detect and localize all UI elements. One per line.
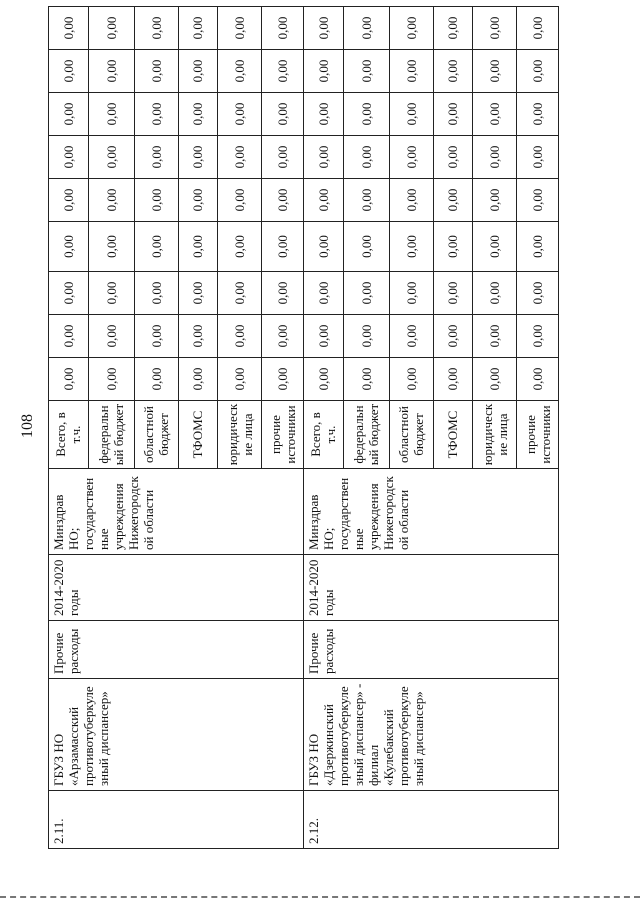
amount-cell: 0,00: [303, 272, 343, 315]
funding-source-label: юридические лица: [473, 401, 517, 469]
amount-cell: 0,00: [389, 222, 433, 272]
amount-cell: 0,00: [88, 93, 134, 136]
amount-cell: 0,00: [517, 93, 559, 136]
amount-cell: 0,00: [433, 179, 473, 222]
funding-source-label: федеральный бюджет: [343, 401, 389, 469]
amount-cell: 0,00: [343, 50, 389, 93]
funding-table: [48, 6, 559, 849]
institution-name: ГБУЗ НО «Арзамасский противотуберкулезный диспансер»: [49, 679, 304, 791]
amount-cell: 0,00: [134, 93, 178, 136]
amount-cell: 0,00: [517, 136, 559, 179]
amount-cell: 0,00: [433, 222, 473, 272]
funding-source-label: прочие источники: [517, 401, 559, 469]
amount-cell: 0,00: [178, 50, 218, 93]
amount-cell: 0,00: [134, 136, 178, 179]
amount-cell: 0,00: [303, 7, 343, 50]
amount-cell: 0,00: [178, 93, 218, 136]
amount-cell: 0,00: [303, 179, 343, 222]
period: 2014-2020 годы: [303, 555, 558, 621]
amount-cell: 0,00: [218, 358, 262, 401]
amount-cell: 0,00: [262, 358, 304, 401]
amount-cell: 0,00: [389, 136, 433, 179]
executor: Минздрав НО; государственные учреждения Нижегородской области: [303, 469, 558, 555]
amount-cell: 0,00: [262, 50, 304, 93]
amount-cell: 0,00: [49, 315, 89, 358]
funding-source-label: федеральный бюджет: [88, 401, 134, 469]
amount-cell: 0,00: [218, 50, 262, 93]
amount-cell: 0,00: [303, 315, 343, 358]
funding-source-label: областной бюджет: [389, 401, 433, 469]
amount-cell: 0,00: [473, 50, 517, 93]
amount-cell: 0,00: [473, 179, 517, 222]
amount-cell: 0,00: [218, 315, 262, 358]
page-number: 108: [19, 414, 36, 438]
amount-cell: 0,00: [389, 93, 433, 136]
amount-cell: 0,00: [433, 272, 473, 315]
amount-cell: 0,00: [517, 358, 559, 401]
amount-cell: 0,00: [517, 222, 559, 272]
amount-cell: 0,00: [262, 179, 304, 222]
amount-cell: 0,00: [88, 7, 134, 50]
amount-cell: 0,00: [49, 179, 89, 222]
row-index: 2.12.: [303, 791, 558, 849]
funding-source-label: юридические лица: [218, 401, 262, 469]
row-index: 2.11.: [49, 791, 304, 849]
amount-cell: 0,00: [389, 272, 433, 315]
amount-cell: 0,00: [88, 50, 134, 93]
amount-cell: 0,00: [433, 358, 473, 401]
amount-cell: 0,00: [343, 315, 389, 358]
amount-cell: 0,00: [473, 136, 517, 179]
funding-source-label: Всего, в т.ч.: [49, 401, 89, 469]
amount-cell: 0,00: [343, 222, 389, 272]
amount-cell: 0,00: [262, 136, 304, 179]
amount-cell: 0,00: [433, 50, 473, 93]
amount-cell: 0,00: [218, 93, 262, 136]
amount-cell: 0,00: [262, 272, 304, 315]
amount-cell: 0,00: [49, 7, 89, 50]
amount-cell: 0,00: [433, 93, 473, 136]
amount-cell: 0,00: [473, 222, 517, 272]
amount-cell: 0,00: [517, 7, 559, 50]
amount-cell: 0,00: [433, 315, 473, 358]
amount-cell: 0,00: [218, 7, 262, 50]
amount-cell: 0,00: [134, 7, 178, 50]
amount-cell: 0,00: [343, 7, 389, 50]
amount-cell: 0,00: [517, 50, 559, 93]
amount-cell: 0,00: [134, 222, 178, 272]
table-row: [49, 7, 89, 849]
period: 2014-2020 годы: [49, 555, 304, 621]
scan-edge-rule: [0, 896, 640, 898]
amount-cell: 0,00: [473, 7, 517, 50]
amount-cell: 0,00: [433, 7, 473, 50]
funding-source-label: ТФОМС: [178, 401, 218, 469]
amount-cell: 0,00: [218, 179, 262, 222]
amount-cell: 0,00: [343, 272, 389, 315]
amount-cell: 0,00: [343, 136, 389, 179]
amount-cell: 0,00: [134, 315, 178, 358]
amount-cell: 0,00: [389, 315, 433, 358]
amount-cell: 0,00: [49, 136, 89, 179]
amount-cell: 0,00: [134, 179, 178, 222]
executor: Минздрав НО; государственные учреждения Нижегородской области: [49, 469, 304, 555]
amount-cell: 0,00: [88, 179, 134, 222]
table-row: [303, 7, 343, 849]
amount-cell: 0,00: [303, 50, 343, 93]
amount-cell: 0,00: [88, 358, 134, 401]
amount-cell: 0,00: [178, 136, 218, 179]
amount-cell: 0,00: [473, 93, 517, 136]
amount-cell: 0,00: [178, 7, 218, 50]
amount-cell: 0,00: [343, 358, 389, 401]
funding-source-label: Всего, в т.ч.: [303, 401, 343, 469]
amount-cell: 0,00: [49, 93, 89, 136]
amount-cell: 0,00: [134, 358, 178, 401]
amount-cell: 0,00: [88, 222, 134, 272]
amount-cell: 0,00: [303, 136, 343, 179]
amount-cell: 0,00: [303, 222, 343, 272]
amount-cell: 0,00: [517, 272, 559, 315]
amount-cell: 0,00: [49, 272, 89, 315]
expense-type: Прочие расходы: [303, 621, 558, 679]
amount-cell: 0,00: [178, 315, 218, 358]
amount-cell: 0,00: [178, 179, 218, 222]
amount-cell: 0,00: [473, 315, 517, 358]
rotated-table-wrapper: [48, 16, 559, 849]
amount-cell: 0,00: [389, 358, 433, 401]
amount-cell: 0,00: [88, 315, 134, 358]
amount-cell: 0,00: [218, 136, 262, 179]
amount-cell: 0,00: [303, 358, 343, 401]
amount-cell: 0,00: [262, 7, 304, 50]
institution-name: ГБУЗ НО «Дзержинский противотуберкулезный диспансер» - филиал «Кулебакский противотуберкулезный диспансер»: [303, 679, 558, 791]
amount-cell: 0,00: [262, 315, 304, 358]
table-body: [49, 7, 559, 849]
amount-cell: 0,00: [389, 179, 433, 222]
amount-cell: 0,00: [389, 7, 433, 50]
amount-cell: 0,00: [134, 50, 178, 93]
amount-cell: 0,00: [178, 358, 218, 401]
amount-cell: 0,00: [178, 272, 218, 315]
amount-cell: 0,00: [262, 93, 304, 136]
amount-cell: 0,00: [49, 358, 89, 401]
amount-cell: 0,00: [262, 222, 304, 272]
amount-cell: 0,00: [49, 50, 89, 93]
amount-cell: 0,00: [178, 222, 218, 272]
amount-cell: 0,00: [88, 136, 134, 179]
amount-cell: 0,00: [343, 179, 389, 222]
amount-cell: 0,00: [517, 315, 559, 358]
expense-type: Прочие расходы: [49, 621, 304, 679]
funding-source-label: прочие источники: [262, 401, 304, 469]
amount-cell: 0,00: [473, 358, 517, 401]
amount-cell: 0,00: [433, 136, 473, 179]
amount-cell: 0,00: [218, 222, 262, 272]
amount-cell: 0,00: [517, 179, 559, 222]
amount-cell: 0,00: [218, 272, 262, 315]
amount-cell: 0,00: [49, 222, 89, 272]
amount-cell: 0,00: [303, 93, 343, 136]
amount-cell: 0,00: [88, 272, 134, 315]
amount-cell: 0,00: [473, 272, 517, 315]
amount-cell: 0,00: [389, 50, 433, 93]
amount-cell: 0,00: [134, 272, 178, 315]
funding-source-label: областной бюджет: [134, 401, 178, 469]
amount-cell: 0,00: [343, 93, 389, 136]
funding-source-label: ТФОМС: [433, 401, 473, 469]
